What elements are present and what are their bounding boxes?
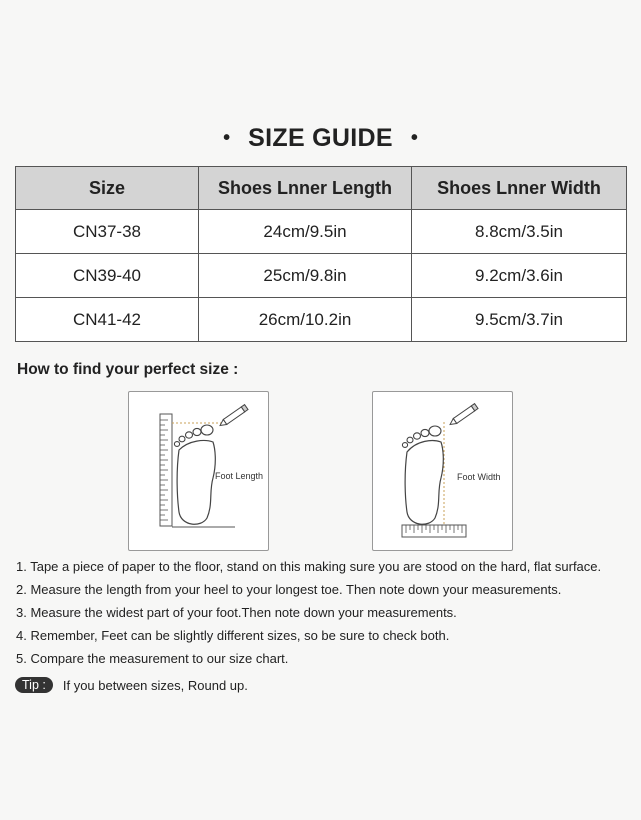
instruction-step: 5. Compare the measurement to our size chart. bbox=[16, 651, 289, 666]
foot-width-illustration bbox=[372, 391, 513, 551]
tip-badge: Tip : bbox=[15, 677, 53, 693]
cell-size: CN39-40 bbox=[16, 254, 199, 298]
cell-size: CN41-42 bbox=[16, 298, 199, 342]
cell-length: 26cm/10.2in bbox=[199, 298, 412, 342]
page-title: SIZE GUIDE bbox=[248, 123, 393, 152]
table-row bbox=[16, 298, 627, 342]
table-header-row bbox=[16, 167, 627, 210]
table-row bbox=[16, 254, 627, 298]
howto-heading: How to find your perfect size : bbox=[17, 361, 239, 378]
instruction-step: 3. Measure the widest part of your foot.Then note down your measurements. bbox=[16, 605, 457, 620]
cell-width: 9.5cm/3.7in bbox=[412, 298, 627, 342]
cell-length: 24cm/9.5in bbox=[199, 210, 412, 254]
size-table bbox=[15, 166, 627, 342]
foot-width-label: Foot Width bbox=[457, 472, 501, 482]
header-length: Shoes Lnner Length bbox=[199, 167, 412, 210]
title-dot-right: • bbox=[410, 127, 418, 149]
tip-text: If you between sizes, Round up. bbox=[62, 677, 248, 693]
tip-row bbox=[15, 677, 248, 693]
cell-length: 25cm/9.8in bbox=[199, 254, 412, 298]
instruction-step: 2. Measure the length from your heel to your longest toe. Then note down your measurements. bbox=[16, 582, 562, 597]
instruction-step: 1. Tape a piece of paper to the floor, stand on this making sure you are stood on the hard, flat surface. bbox=[16, 559, 602, 574]
title-row bbox=[0, 120, 641, 156]
instruction-list bbox=[16, 558, 601, 673]
header-size: Size bbox=[16, 167, 199, 210]
header-width: Shoes Lnner Width bbox=[412, 167, 627, 210]
cell-size: CN37-38 bbox=[16, 210, 199, 254]
title-dot-left: • bbox=[223, 127, 231, 149]
instruction-step: 4. Remember, Feet can be slightly different sizes, so be sure to check both. bbox=[16, 628, 450, 643]
cell-width: 8.8cm/3.5in bbox=[412, 210, 627, 254]
foot-width-drawing bbox=[373, 392, 512, 550]
foot-length-label: Foot Length bbox=[215, 471, 264, 481]
cell-width: 9.2cm/3.6in bbox=[412, 254, 627, 298]
table-row bbox=[16, 210, 627, 254]
foot-length-illustration bbox=[128, 391, 269, 551]
